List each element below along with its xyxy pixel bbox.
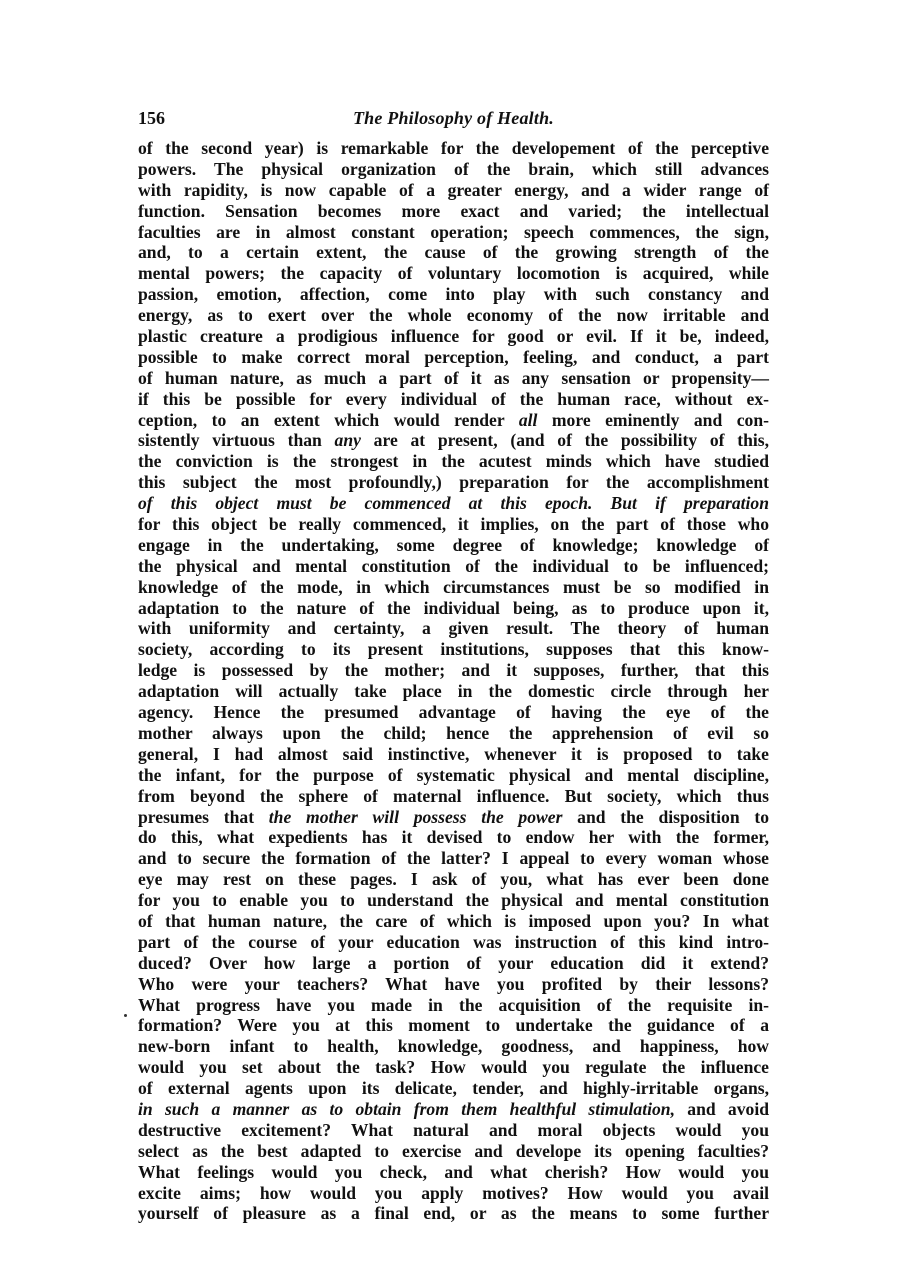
text-line: adaptation to the nature of the individual being, as to produce upon it, <box>138 597 769 618</box>
text-line: sistently virtuous than any are at present, (and of the possibility of this, <box>138 430 769 451</box>
text-line: mother always upon the child; hence the apprehension of evil so <box>138 722 769 743</box>
text-line: this subject the most profoundly,) preparation for the accomplishment <box>138 472 769 493</box>
text-line: from beyond the sphere of maternal influence. But society, which thus <box>138 785 769 806</box>
text-line: possible to make correct moral perception, feeling, and conduct, a part <box>138 346 769 367</box>
text-line: faculties are in almost constant operation; speech commences, the sign, <box>138 221 769 242</box>
text-line: of human nature, as much a part of it as any sensation or propensity— <box>138 367 769 388</box>
text-line: agency. Hence the presumed advantage of having the eye of the <box>138 702 769 723</box>
text-line: of that human nature, the care of which is imposed upon you? In what <box>138 910 769 931</box>
text-line: would you set about the task? How would you regulate the influence <box>138 1057 769 1078</box>
text-line: with rapidity, is now capable of a greater energy, and a wider range of <box>138 179 769 200</box>
running-title: The Philosophy of Health. <box>352 108 554 128</box>
text-line: passion, emotion, affection, come into play with such constancy and <box>138 284 769 305</box>
text-line: of external agents upon its delicate, tender, and highly-irritable organs, <box>138 1078 769 1099</box>
text-line: energy, as to exert over the whole economy of the now irritable and <box>138 305 769 326</box>
text-line: the infant, for the purpose of systematic physical and mental discipline, <box>138 764 769 785</box>
text-line: knowledge of the mode, in which circumstances must be so modified in <box>138 576 769 597</box>
text-line: society, according to its present institutions, supposes that this know- <box>138 639 769 660</box>
text-line: formation? Were you at this moment to undertake the guidance of a <box>138 1015 769 1036</box>
text-line: adaptation will actually take place in the domestic circle through her <box>138 681 769 702</box>
text-line: with uniformity and certainty, a given result. The theory of human <box>138 618 769 639</box>
text-line: of the second year) is remarkable for the developement of the perceptive <box>138 138 769 158</box>
text-line: excite aims; how would you apply motives? How would you avail <box>138 1182 769 1203</box>
text-line: the conviction is the strongest in the acutest minds which have studied <box>138 451 769 472</box>
text-line: presumes that the mother will possess the power and the disposition to <box>138 806 769 827</box>
text-line: What progress have you made in the acquisition of the requisite in- <box>138 994 769 1015</box>
text-line: What feelings would you check, and what cherish? How would you <box>138 1161 769 1182</box>
text-line: and to secure the formation of the latter? I appeal to every woman whose <box>138 848 769 869</box>
text-line: and, to a certain extent, the cause of the growing strength of the <box>138 242 769 263</box>
running-head <box>138 108 769 132</box>
text-line: powers. The physical organization of the brain, which still advances <box>138 158 769 179</box>
text-line: the physical and mental constitution of the individual to be influenced; <box>138 555 769 576</box>
book-page <box>138 108 769 1224</box>
text-line: destructive excitement? What natural and moral objects would you <box>138 1119 769 1140</box>
text-line: part of the course of your education was instruction of this kind intro- <box>138 931 769 952</box>
margin-dot-mark <box>124 1014 127 1017</box>
text-line: engage in the undertaking, some degree of knowledge; knowledge of <box>138 534 769 555</box>
body-paragraph <box>138 138 769 1224</box>
text-line: of this object must be commenced at this epoch. But if preparation <box>138 493 769 514</box>
text-line: if this be possible for every individual of the human race, without ex- <box>138 388 769 409</box>
text-line: do this, what expedients has it devised to endow her with the former, <box>138 827 769 848</box>
text-line: for you to enable you to understand the physical and mental constitution <box>138 890 769 911</box>
page-number: 156 <box>138 108 165 128</box>
text-line: in such a manner as to obtain from them healthful stimulation, and avoid <box>138 1098 769 1119</box>
text-line: ledge is possessed by the mother; and it supposes, further, that this <box>138 660 769 681</box>
text-line: general, I had almost said instinctive, whenever it is proposed to take <box>138 743 769 764</box>
text-line: yourself of pleasure as a final end, or as the means to some further <box>138 1203 769 1224</box>
text-line: duced? Over how large a portion of your education did it extend? <box>138 952 769 973</box>
text-line: function. Sensation becomes more exact and varied; the intellectual <box>138 200 769 221</box>
text-line: for this object be really commenced, it implies, on the part of those who <box>138 514 769 535</box>
text-line: plastic creature a prodigious influence for good or evil. If it be, indeed, <box>138 326 769 347</box>
text-line: select as the best adapted to exercise and develope its opening faculties? <box>138 1140 769 1161</box>
text-line: eye may rest on these pages. I ask of you, what has ever been done <box>138 869 769 890</box>
text-line: mental powers; the capacity of voluntary locomotion is acquired, while <box>138 263 769 284</box>
text-line: new-born infant to health, knowledge, goodness, and happiness, how <box>138 1036 769 1057</box>
text-line: ception, to an extent which would render all more eminently and con- <box>138 409 769 430</box>
text-line: Who were your teachers? What have you profited by their lessons? <box>138 973 769 994</box>
